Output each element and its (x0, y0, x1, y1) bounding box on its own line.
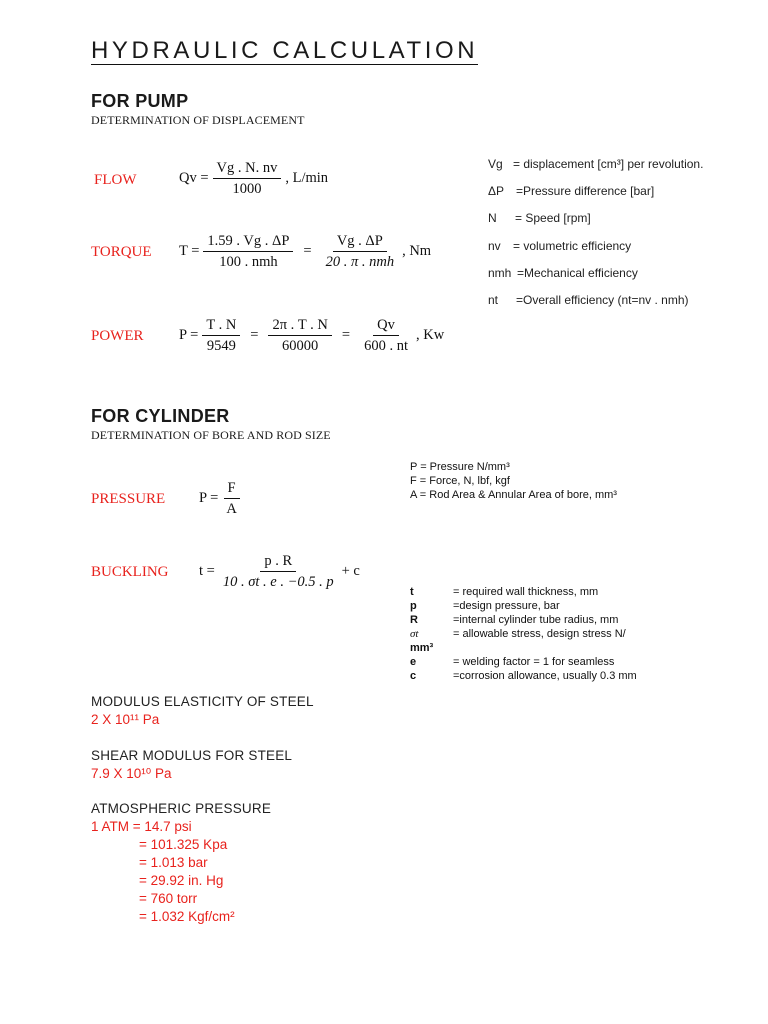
flow-formula (179, 160, 328, 197)
legend-symbol: p (410, 600, 417, 612)
buckling-tail: + c (341, 563, 360, 579)
buckling-fraction (219, 553, 338, 590)
legend-symbol: nv (488, 239, 501, 253)
pump-heading: FOR PUMP (91, 91, 189, 111)
legend-description: =design pressure, bar (453, 600, 560, 612)
buckling-legend-item (410, 613, 637, 627)
pump-legend-item (488, 239, 631, 253)
shear-label: SHEAR MODULUS FOR STEEL (91, 748, 293, 763)
buckling-lhs: t = (199, 563, 215, 579)
legend-description: =Pressure difference [bar] (516, 184, 655, 198)
legend-symbol: c (410, 670, 417, 682)
torque-equals: = (303, 243, 312, 259)
torque-formula (179, 233, 431, 270)
torque-denominator-2: 20 . π . nmh (325, 254, 395, 270)
legend-description: =Mechanical efficiency (517, 266, 638, 280)
torque-denominator-1: 100 . nmh (219, 254, 278, 270)
atm-value: = 1.032 Kgf/cm² (139, 909, 235, 924)
flow-fraction (213, 160, 282, 197)
torque-lhs: T = (179, 243, 200, 259)
power-fraction-1 (202, 317, 240, 354)
pressure-formula (199, 480, 245, 517)
buckling-legend-item (410, 599, 637, 613)
modulus-value: 2 X 10¹¹ Pa (91, 712, 160, 727)
legend-description: = Speed [rpm] (515, 211, 591, 225)
pump-legend-item (488, 211, 591, 225)
power-denominator-2: 60000 (282, 338, 319, 354)
power-fraction-3 (360, 317, 412, 354)
legend-symbol: ΔP (488, 184, 505, 198)
legend-description: = welding factor = 1 for seamless (453, 656, 615, 668)
power-denominator-3: 600 . nt (364, 338, 408, 354)
pump-legend-item (488, 157, 703, 171)
power-equals-2: = (341, 327, 351, 343)
legend-symbol: Vg (488, 157, 503, 171)
pressure-legend (410, 460, 617, 502)
pump-legend-item (488, 266, 638, 280)
flow-lhs: Qv = (179, 170, 209, 186)
buckling-legend-item (410, 585, 637, 599)
atm-value: = 760 torr (139, 891, 198, 906)
legend-description: = volumetric efficiency (513, 239, 632, 253)
shear-value: 7.9 X 10¹⁰ Pa (91, 766, 172, 781)
buckling-legend-item (410, 641, 637, 655)
pressure-legend-item: P = Pressure N/mm³ (410, 461, 510, 473)
pressure-legend-item: F = Force, N, lbf, kgf (410, 475, 510, 487)
buckling-legend-item (410, 669, 637, 683)
atm-value: = 29.92 in. Hg (139, 873, 224, 888)
pump-subheading: DETERMINATION OF DISPLACEMENT (91, 113, 305, 127)
buckling-legend (410, 585, 637, 683)
legend-symbol: σt (410, 628, 419, 640)
cylinder-subheading: DETERMINATION OF BORE AND ROD SIZE (91, 428, 331, 442)
atm-value: = 101.325 Kpa (139, 837, 228, 852)
pressure-legend-item: A = Rod Area & Annular Area of bore, mm³ (410, 489, 617, 501)
atm-value: = 1.013 bar (139, 855, 208, 870)
legend-symbol: N (488, 211, 497, 225)
modulus-label: MODULUS ELASTICITY OF STEEL (91, 694, 314, 709)
buckling-legend-item (410, 655, 637, 669)
flow-label: FLOW (94, 172, 137, 188)
power-label: POWER (91, 328, 144, 344)
legend-description: =Overall efficiency (nt=nv . nmh) (516, 293, 689, 307)
power-denominator-1: 9549 (206, 338, 236, 354)
pressure-fraction (222, 480, 240, 517)
page-title: HYDRAULIC CALCULATION (91, 37, 479, 64)
power-formula (179, 317, 444, 354)
legend-symbol: R (410, 614, 418, 626)
pump-legend-item (488, 293, 689, 307)
legend-symbol: t (410, 586, 414, 598)
torque-label: TORQUE (91, 244, 152, 260)
legend-symbol: nmh (488, 266, 512, 280)
legend-description: = required wall thickness, mm (453, 586, 599, 598)
legend-symbol: mm³ (410, 642, 434, 654)
torque-fraction-1 (203, 233, 293, 270)
legend-description: = allowable stress, design stress N/ (453, 628, 626, 640)
pressure-numerator: F (224, 480, 240, 499)
power-numerator-2: 2π . T . N (268, 317, 331, 336)
legend-description: = displacement [cm³] per revolution. (513, 157, 704, 171)
torque-numerator-2: Vg . ΔP (333, 233, 387, 252)
torque-fraction-2 (322, 233, 399, 270)
power-unit: , Kw (415, 327, 445, 343)
pressure-lhs: P = (199, 490, 219, 506)
atm-value: 1 ATM = 14.7 psi (91, 819, 192, 834)
buckling-denominator: 10 . σt . e . −0.5 . p (222, 574, 334, 590)
legend-symbol: e (410, 656, 417, 668)
torque-unit: , Nm (402, 243, 432, 259)
flow-denominator: 1000 (232, 181, 262, 197)
power-numerator-1: T . N (202, 317, 240, 336)
pressure-label: PRESSURE (91, 491, 166, 507)
buckling-label: BUCKLING (91, 564, 169, 580)
buckling-legend-item (410, 627, 637, 641)
torque-numerator-1: 1.59 . Vg . ΔP (203, 233, 293, 252)
atm-label: ATMOSPHERIC PRESSURE (91, 801, 272, 816)
flow-unit: , L/min (285, 170, 329, 186)
legend-description: =internal cylinder tube radius, mm (453, 614, 619, 626)
power-lhs: P = (179, 327, 199, 343)
buckling-formula (199, 553, 360, 590)
power-numerator-3: Qv (373, 317, 399, 336)
cylinder-heading: FOR CYLINDER (91, 406, 230, 426)
pressure-denominator: A (226, 501, 237, 517)
legend-description: =corrosion allowance, usually 0.3 mm (453, 670, 637, 682)
power-equals-1: = (250, 327, 259, 343)
buckling-numerator: p . R (260, 553, 296, 572)
power-fraction-2 (268, 317, 331, 354)
legend-symbol: nt (488, 293, 499, 307)
pump-legend-item (488, 184, 654, 198)
flow-numerator: Vg . N. nv (213, 160, 282, 179)
